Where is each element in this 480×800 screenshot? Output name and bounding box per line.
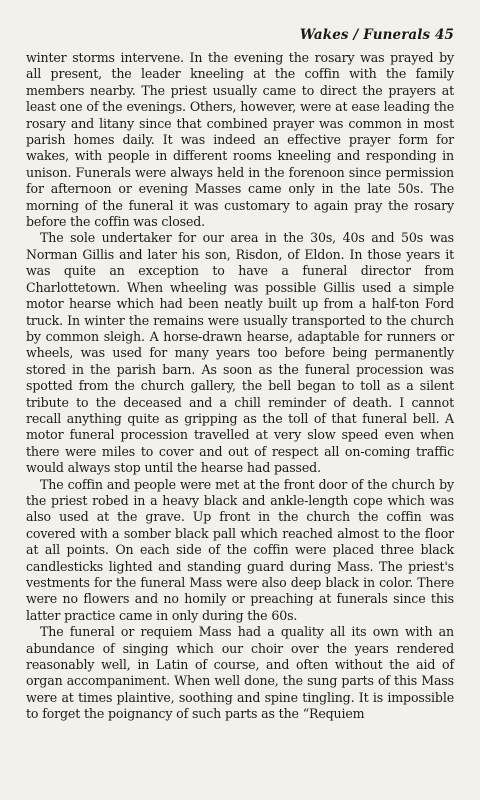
paragraph-undertaker: The sole undertaker for our area in the 30s, 40s and 50s was Norman Gillis and later his son, Risdon, of Eldon. In those years it was quite an exception to have a funeral director from Charlottetown. When wheeling was possible Gillis used a simple motor hearse which had been neatly built up from a half-ton Ford truck. In winter the remains were usually transported to the church by common sleigh. A horse-drawn hearse, adaptable for runners or wheels, was used for many years too before being permanently stored in the parish barn. As soon as the funeral procession was spotted from the church gallery, the bell began to toll as a silent tribute to the deceased and a chill reminder of death. I cannot recall anything quite as gripping as the toll of that funeral bell. A motor funeral procession travelled at very slow speed even when there were miles to cover and out of respect all on-coming traffic would always stop until the hearse had passed. — [26, 230, 454, 476]
paragraph-requiem-mass: The funeral or requiem Mass had a quality all its own with an abundance of singing which our choir over the years rendered reasonably well, in Latin of course, and often without the aid of organ accompaniment. When well done, the sung parts of this Mass were at times plaintive, soothing and spine tingling. It is impossible to forget the poignancy of such parts as the “Requiem — [26, 624, 454, 722]
running-head: Wakes / Funerals 45 — [299, 27, 454, 43]
body-text — [26, 50, 454, 723]
paragraph-coffin-church: The coffin and people were met at the front door of the church by the priest robed in a heavy black and ankle-length cope which was also used at the grave. Up front in the church the coffin was covered with a somber black pall which reached almost to the floor at all points. On each side of the coffin were placed three black candlesticks lighted and standing guard during Mass. The priest's vestments for the funeral Mass were also deep black in color. There were no flowers and no homily or preaching at funerals since this latter practice came in only during the 60s. — [26, 476, 454, 623]
paragraph-continued: winter storms intervene. In the evening the rosary was prayed by all present, the leader kneeling at the coffin with the family members nearby. The priest usually came to direct the prayers at least one of the evenings. Others, however, were at ease leading the rosary and litany since that combined prayer was common in most parish homes daily. It was indeed an effective prayer form for wakes, with people in different rooms kneeling and responding in unison. Funerals were always held in the forenoon since permission for afternoon or evening Masses came only in the late 50s. The morning of the funeral it was customary to again pray the rosary before the coffin was closed. — [26, 50, 454, 230]
